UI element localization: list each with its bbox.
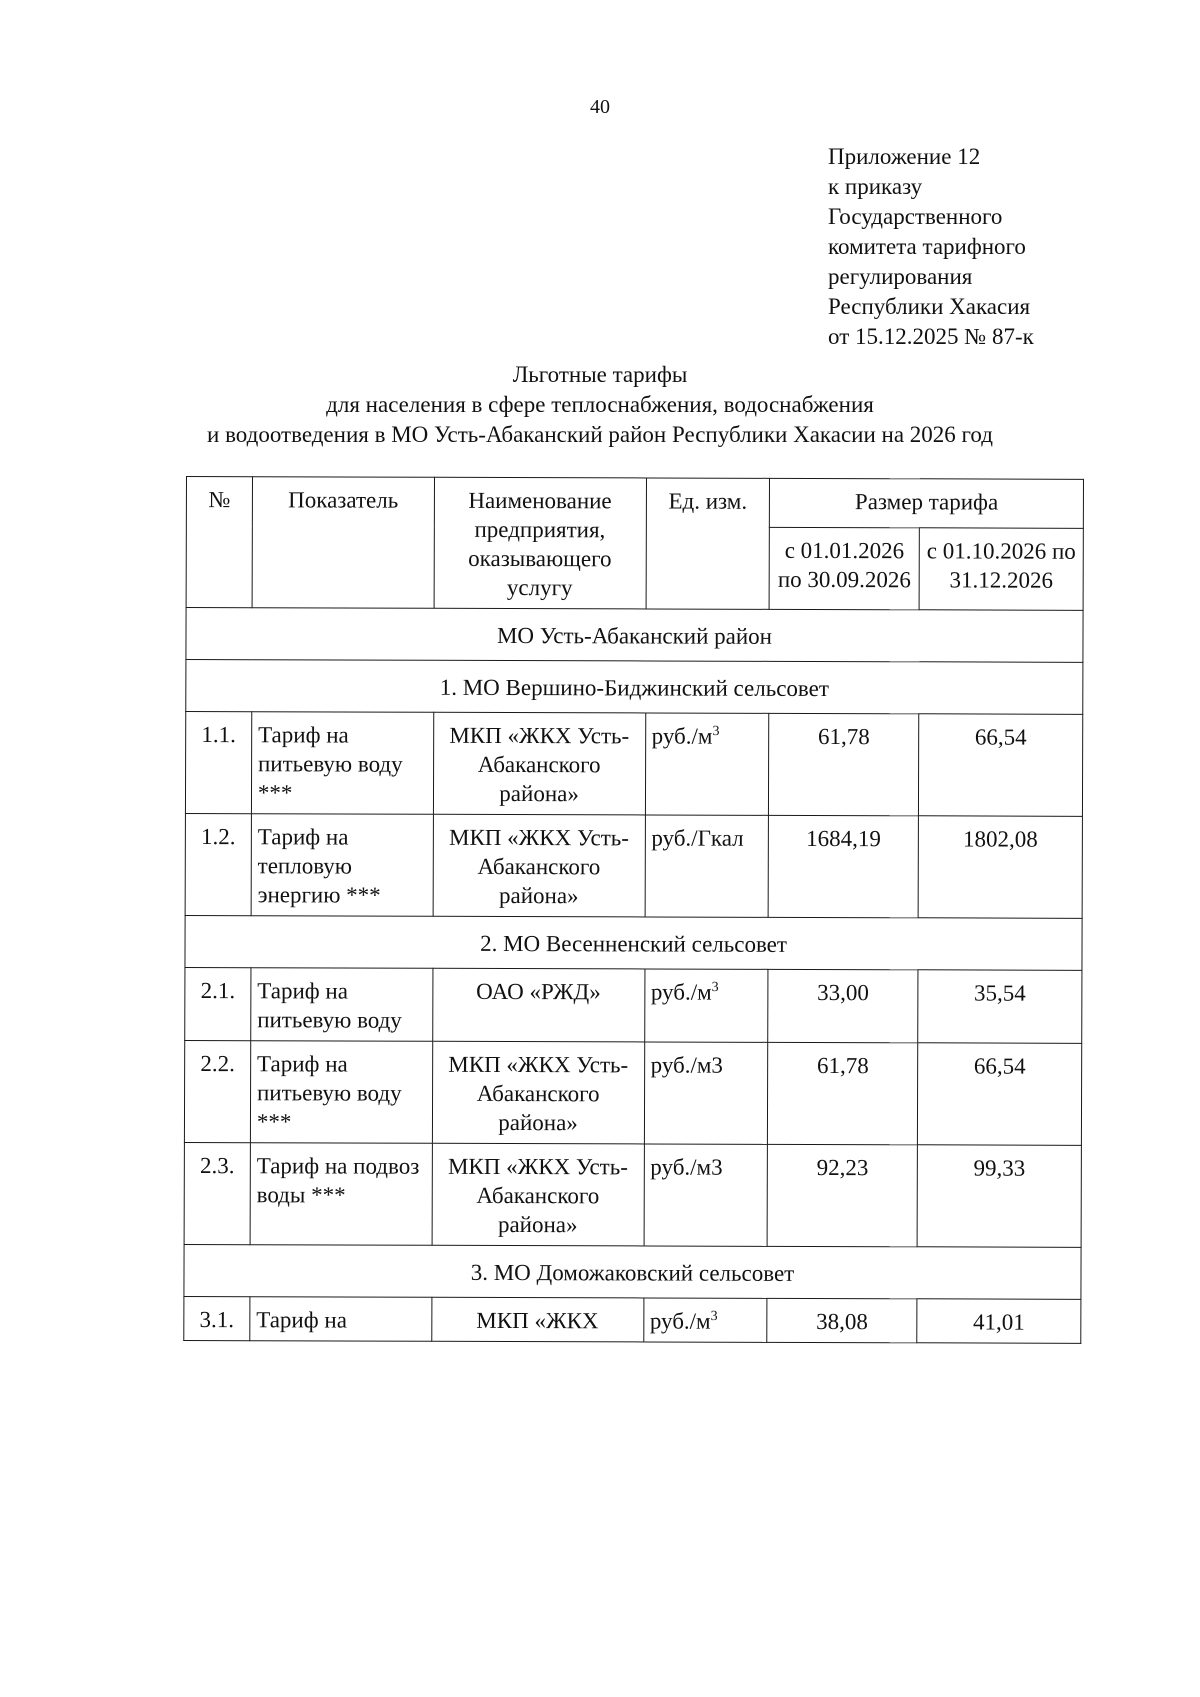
- tariff-table: [183, 476, 1084, 1344]
- unit-cell: [645, 815, 769, 917]
- page-number: 40: [590, 96, 610, 118]
- table-row: [184, 1142, 1081, 1247]
- organization-name: МКП «ЖКХ: [431, 1297, 643, 1342]
- unit-text: руб./Гкал: [651, 825, 744, 851]
- appendix-reference: [828, 142, 1034, 352]
- region-row: [186, 608, 1083, 663]
- unit-text: руб./м3: [650, 1052, 723, 1078]
- header-unit: Ед. изм.: [646, 478, 770, 609]
- appendix-line: Государственного: [828, 204, 1003, 229]
- header-period-2: с 01.10.2026 по 31.12.2026: [919, 528, 1083, 610]
- table-row: [185, 967, 1082, 1043]
- unit-cell: [643, 1298, 767, 1342]
- row-number: 2.2.: [184, 1040, 250, 1142]
- appendix-line: комитета тарифного: [828, 234, 1026, 259]
- tariff-period-2: 41,01: [917, 1299, 1081, 1344]
- appendix-line: к приказу: [828, 174, 923, 199]
- tariff-period-1: 1684,19: [768, 815, 918, 917]
- section-row: [186, 660, 1083, 715]
- table-row: [185, 813, 1082, 918]
- appendix-line: регулирования: [828, 264, 973, 289]
- organization-name: МКП «ЖКХ Усть-Абаканского района»: [432, 1143, 644, 1246]
- tariff-period-1: 61,78: [769, 713, 919, 815]
- indicator-name: Тариф на подвоз воды ***: [250, 1143, 432, 1246]
- row-number: 3.1.: [184, 1296, 250, 1340]
- appendix-line: Приложение 12: [828, 144, 981, 169]
- header-num: №: [186, 477, 252, 608]
- tariff-period-2: 66,54: [918, 1043, 1082, 1146]
- appendix-line: Республики Хакасия: [828, 294, 1031, 319]
- row-number: 2.3.: [184, 1142, 250, 1244]
- table-row: [184, 1296, 1081, 1343]
- header-indicator: Показатель: [252, 477, 434, 609]
- section-row: [184, 1244, 1081, 1299]
- section-title: 2. МО Весенненский сельсовет: [185, 915, 1082, 970]
- unit-cell: [644, 1144, 768, 1246]
- indicator-name: Тариф на: [250, 1297, 432, 1342]
- row-number: 1.2.: [185, 813, 251, 915]
- row-number: 1.1.: [185, 712, 251, 814]
- row-number: 2.1.: [185, 967, 251, 1040]
- organization-name: МКП «ЖКХ Усть-Абаканского района»: [433, 712, 645, 815]
- unit-text: руб./м3: [650, 1154, 723, 1180]
- unit-text: руб./м: [649, 1308, 711, 1334]
- organization-name: МКП «ЖКХ Усть-Абаканского района»: [433, 814, 645, 917]
- tariff-period-2: 1802,08: [918, 816, 1082, 919]
- region-title: МО Усть-Абаканский район: [186, 608, 1083, 663]
- table-row: [185, 712, 1082, 817]
- table-row: [184, 1040, 1081, 1145]
- unit-cell: [644, 1042, 768, 1144]
- document-title: [0, 360, 1200, 450]
- unit-cell: [644, 969, 768, 1042]
- title-line: для населения в сфере теплоснабжения, водоснабжения: [326, 392, 874, 417]
- unit-superscript: 3: [712, 723, 720, 740]
- unit-text: руб./м: [651, 723, 713, 749]
- unit-text: руб./м: [650, 979, 712, 1005]
- indicator-name: Тариф на питьевую воду ***: [251, 712, 433, 815]
- title-line: Льготные тарифы: [512, 362, 688, 387]
- header-period-1: с 01.01.2026 по 30.09.2026: [769, 528, 919, 610]
- tariff-period-1: 61,78: [768, 1042, 918, 1144]
- section-row: [185, 915, 1082, 970]
- indicator-name: Тариф на питьевую воду: [251, 968, 433, 1042]
- tariff-period-1: 33,00: [768, 969, 918, 1042]
- appendix-line: от 15.12.2025 № 87-к: [828, 324, 1034, 349]
- organization-name: ОАО «РЖД»: [432, 968, 644, 1042]
- organization-name: МКП «ЖКХ Усть-Абаканского района»: [432, 1041, 644, 1144]
- tariff-period-1: 92,23: [767, 1144, 917, 1246]
- tariff-period-2: 66,54: [919, 714, 1083, 817]
- unit-superscript: 3: [711, 979, 719, 996]
- title-line: и водоотведения в МО Усть-Абаканский район Республики Хакасии на 2026 год: [207, 422, 993, 447]
- header-tariff-size: Размер тарифа: [770, 478, 1084, 528]
- section-title: 3. МО Доможаковский сельсовет: [184, 1244, 1081, 1299]
- tariff-period-2: 35,54: [918, 970, 1082, 1044]
- header-organization: Наименование предприятия, оказывающего услугу: [434, 477, 646, 609]
- tariff-period-2: 99,33: [917, 1145, 1081, 1248]
- indicator-name: Тариф на тепловую энергию ***: [251, 814, 433, 917]
- unit-cell: [645, 713, 769, 815]
- section-title: 1. МО Вершино-Биджинский сельсовет: [186, 660, 1083, 715]
- tariff-period-1: 38,08: [767, 1298, 917, 1342]
- unit-superscript: 3: [710, 1308, 718, 1325]
- indicator-name: Тариф на питьевую воду ***: [250, 1041, 432, 1144]
